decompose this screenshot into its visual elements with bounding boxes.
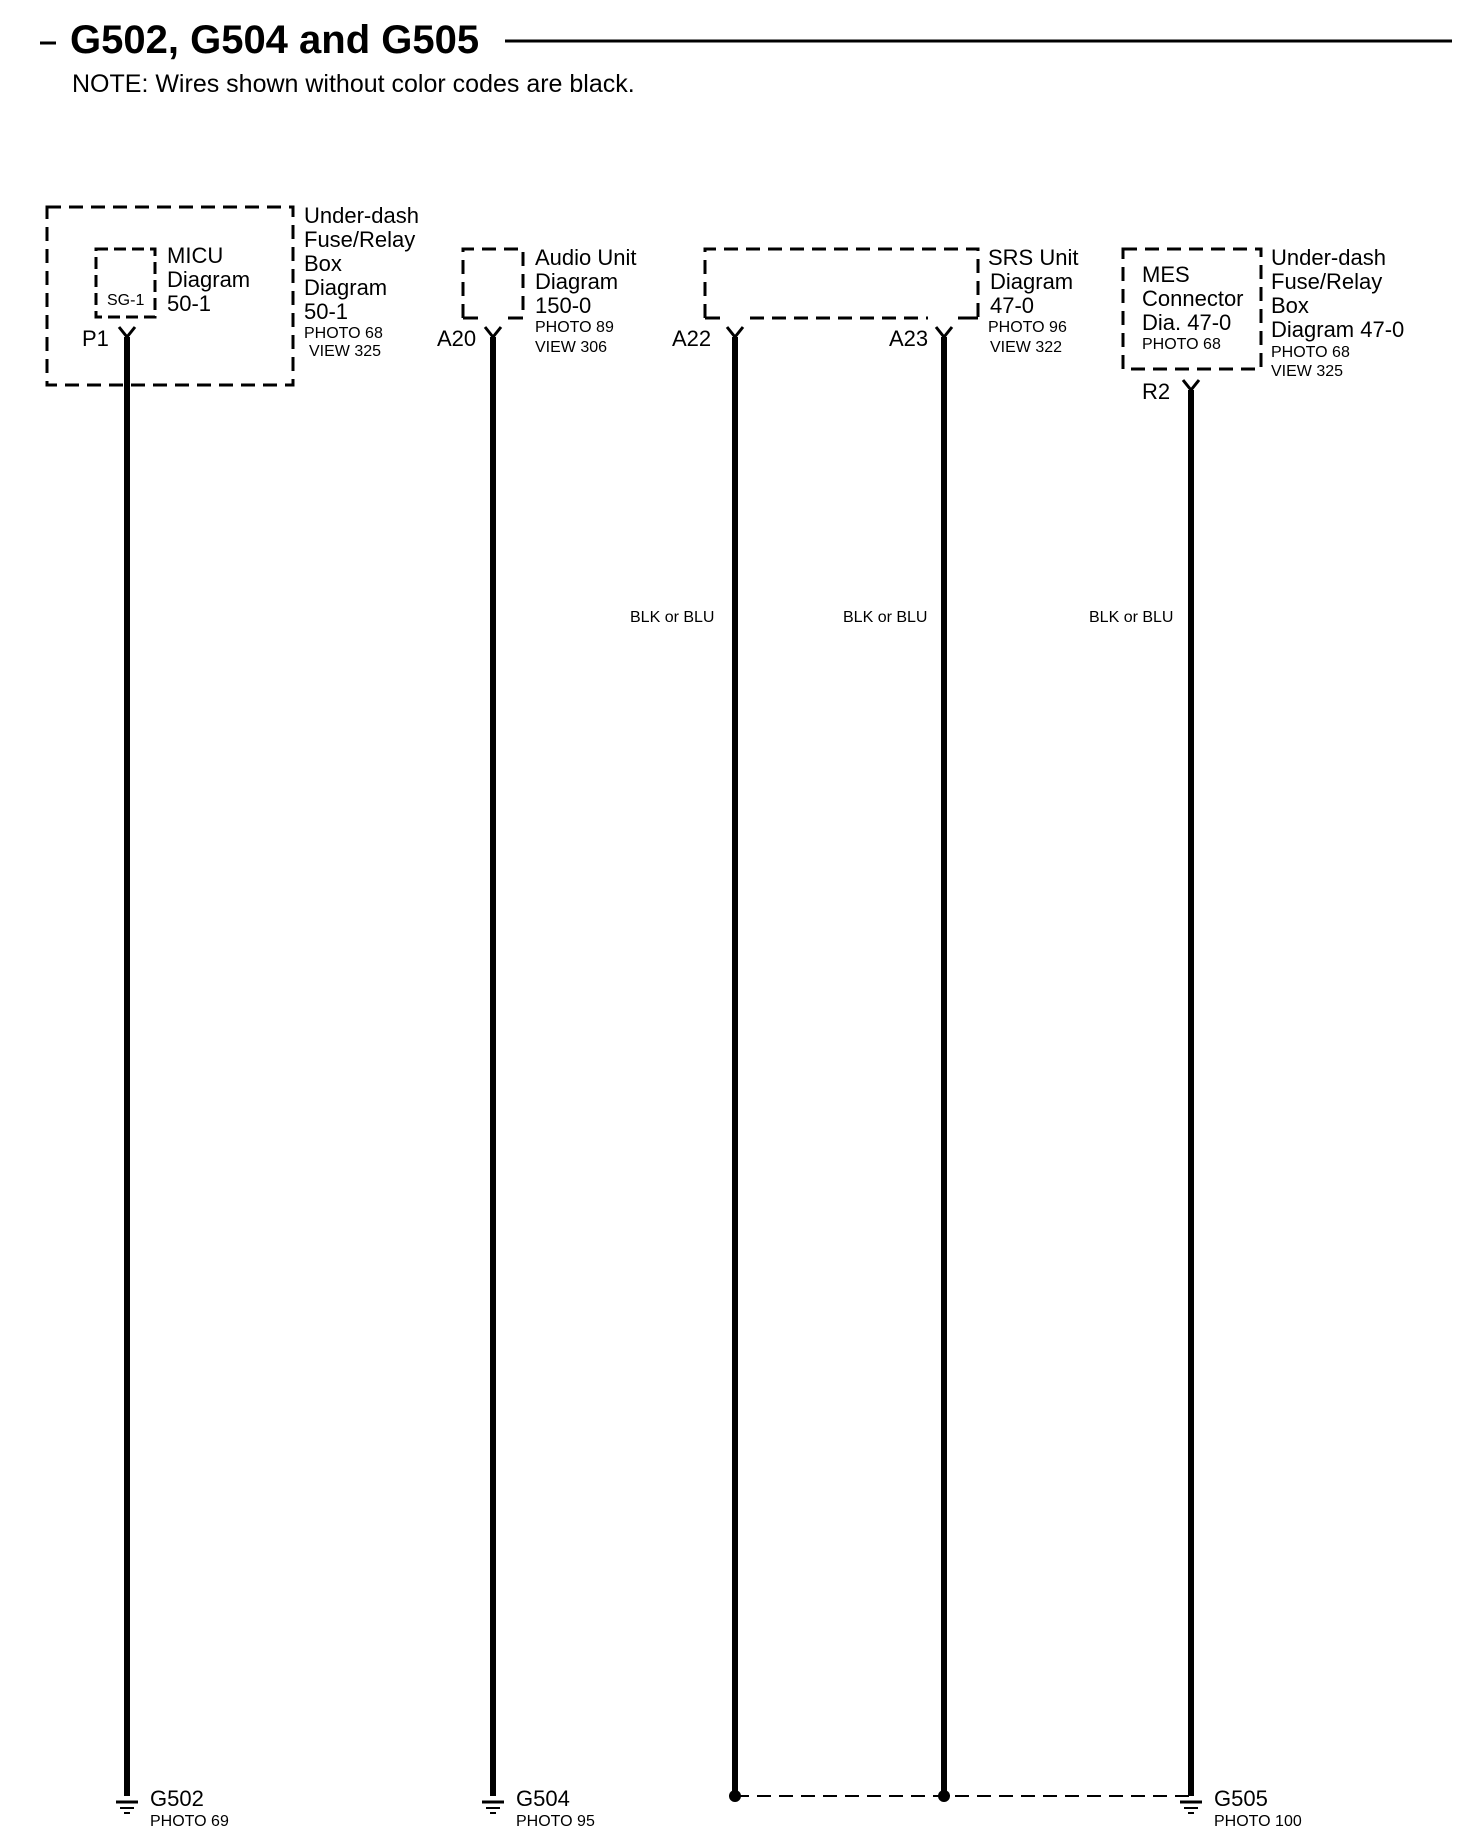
wire-color-r2: BLK or BLU: [1089, 609, 1174, 626]
ground-g504-icon: [482, 1802, 504, 1813]
fuse-box-photo: PHOTO 68: [304, 325, 383, 342]
pin-label-a23: A23: [889, 326, 929, 351]
fuse-box-label-1: Under-dash: [304, 203, 419, 228]
fuse-box-label-2: Fuse/Relay: [304, 227, 416, 252]
fuse-box-label-5: 50-1: [304, 299, 349, 324]
ground-g502-photo: PHOTO 69: [150, 1813, 229, 1830]
micu-label-1: MICU: [167, 243, 224, 268]
micu-code: SG-1: [107, 292, 145, 309]
ground-g504-photo: PHOTO 95: [516, 1813, 595, 1830]
audio-outline: [463, 249, 523, 318]
srs-label-2: Diagram: [990, 269, 1074, 294]
fuse-box-2-label-3: Box: [1271, 293, 1309, 318]
fuse-box-view: VIEW 325: [309, 343, 382, 360]
ground-g505-label: G505: [1214, 1786, 1268, 1811]
srs-photo: PHOTO 96: [988, 319, 1067, 336]
fuse-box-2-label-1: Under-dash: [1271, 245, 1386, 270]
splice-dot-a23: [938, 1790, 950, 1802]
wire-color-a22: BLK or BLU: [630, 609, 715, 626]
srs-view: VIEW 322: [990, 339, 1063, 356]
ground-g505-icon: [1180, 1802, 1202, 1813]
fuse-box-label-4: Diagram: [304, 275, 388, 300]
mes-connector-component: [1123, 245, 1404, 404]
audio-label-3: 150-0: [535, 293, 592, 318]
fuse-box-2-label-2: Fuse/Relay: [1271, 269, 1383, 294]
connector-r2-icon: [1183, 380, 1199, 390]
connector-a20-icon: [485, 327, 501, 337]
ground-g502-icon: [116, 1802, 138, 1813]
fuse-box-2-photo: PHOTO 68: [1271, 344, 1350, 361]
audio-photo: PHOTO 89: [535, 319, 614, 336]
connector-a23-icon: [936, 327, 952, 337]
fuse-box-2-label-4: Diagram 47-0: [1271, 317, 1405, 342]
fuse-box-2-view: VIEW 325: [1271, 363, 1344, 380]
mes-photo: PHOTO 68: [1142, 336, 1221, 353]
ground-g502-label: G502: [150, 1786, 204, 1811]
pin-label-a22: A22: [672, 326, 712, 351]
mes-label-2: Connector: [1142, 286, 1244, 311]
splice-dot-a22: [729, 1790, 741, 1802]
srs-label-3: 47-0: [990, 293, 1035, 318]
audio-view: VIEW 306: [535, 339, 608, 356]
connector-p1-icon: [119, 327, 135, 337]
audio-unit-component: [437, 245, 637, 356]
audio-label-1: Audio Unit: [535, 245, 637, 270]
micu-label-2: Diagram: [167, 267, 251, 292]
mes-label-3: Dia. 47-0: [1142, 310, 1232, 335]
mes-label-1: MES: [1142, 262, 1190, 287]
ground-g505-photo: PHOTO 100: [1214, 1813, 1302, 1830]
wire-color-a23: BLK or BLU: [843, 609, 928, 626]
connector-a22-icon: [727, 327, 743, 337]
micu-label-3: 50-1: [167, 291, 212, 316]
micu-fuse-box-component: [47, 203, 419, 385]
pin-label-r2: R2: [1142, 379, 1171, 404]
ground-g504-label: G504: [516, 1786, 570, 1811]
srs-label-1: SRS Unit: [988, 245, 1079, 270]
note-text: NOTE: Wires shown without color codes are black.: [72, 70, 635, 98]
page-title: G502, G504 and G505: [70, 18, 480, 62]
srs-outline: [705, 249, 978, 318]
pin-label-a20: A20: [437, 326, 477, 351]
audio-label-2: Diagram: [535, 269, 619, 294]
pin-label-p1: P1: [82, 326, 109, 351]
fuse-box-label-3: Box: [304, 251, 342, 276]
